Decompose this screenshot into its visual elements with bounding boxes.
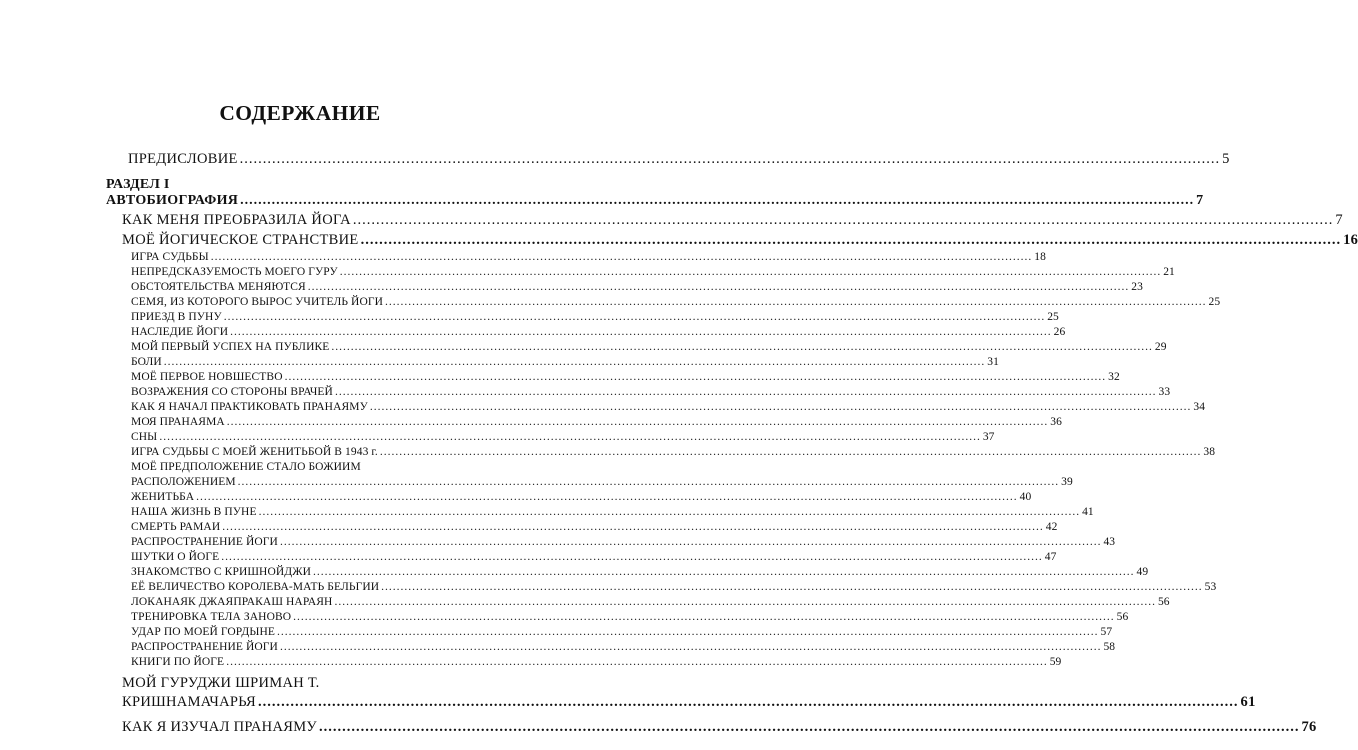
toc-entry-subsection[interactable] bbox=[131, 296, 1221, 308]
toc-entry-chapter[interactable] bbox=[122, 694, 1256, 711]
toc-entry-label: ИГРА СУДЬБЫ bbox=[131, 251, 209, 263]
dot-leader: .................................................................................................................................................................................................................... bbox=[221, 551, 1043, 563]
toc-page-number: 31 bbox=[987, 356, 999, 368]
toc-entry-subsection[interactable] bbox=[131, 401, 1206, 413]
toc-entry-chapter[interactable] bbox=[122, 232, 1358, 249]
toc-entry-subsection[interactable] bbox=[131, 416, 1062, 428]
toc-entry-subsection[interactable] bbox=[131, 611, 1129, 623]
toc-entry-label: НАСЛЕДИЕ ЙОГИ bbox=[131, 326, 229, 338]
toc-entry-subsection[interactable] bbox=[131, 656, 1062, 668]
toc-entry-subsection[interactable] bbox=[131, 446, 1216, 458]
toc-page-number: 37 bbox=[982, 431, 995, 443]
toc-entry-preface[interactable] bbox=[128, 151, 1230, 168]
toc-page-number: 42 bbox=[1045, 521, 1058, 533]
toc-entry-label: МОЯ ПРАНАЯМА bbox=[131, 416, 225, 428]
toc-entry-subsection[interactable] bbox=[131, 341, 1167, 353]
dot-leader: .................................................................................................................................................................................................................... bbox=[385, 296, 1207, 308]
toc-entry-label: ОБСТОЯТЕЛЬСТВА МЕНЯЮТСЯ bbox=[131, 281, 306, 293]
toc-entry-subsection[interactable] bbox=[131, 371, 1120, 383]
toc-entry-label: ЗНАКОМСТВО С КРИШНОЙДЖИ bbox=[131, 566, 312, 578]
toc-entry-label: КАК Я ИЗУЧАЛ ПРАНАЯМУ bbox=[122, 719, 317, 735]
toc-entry-label: КАК Я НАЧАЛ ПРАКТИКОВАТЬ ПРАНАЯМУ bbox=[131, 401, 368, 413]
toc-page-number: 61 bbox=[1240, 694, 1256, 710]
toc-page-number: 38 bbox=[1203, 446, 1216, 458]
toc-page-number: 29 bbox=[1154, 341, 1167, 353]
toc-entry-subsection[interactable] bbox=[131, 251, 1046, 263]
toc-entry-subsection[interactable] bbox=[131, 551, 1057, 563]
toc-entry-label-line1: МОЁ ПРЕДПОЛОЖЕНИЕ СТАЛО БОЖИИМ bbox=[131, 461, 361, 473]
dot-leader: .................................................................................................................................................................................................................... bbox=[226, 416, 1049, 428]
toc-page-number: 16 bbox=[1343, 232, 1358, 248]
toc-entry-label: ЕЁ ВЕЛИЧЕСТВО КОРОЛЕВА-МАТЬ БЕЛЬГИИ bbox=[131, 581, 380, 593]
page-title: СОДЕРЖАНИЕ bbox=[219, 101, 381, 125]
toc-entry-subsection[interactable] bbox=[131, 521, 1058, 533]
toc-page-number: 36 bbox=[1050, 416, 1062, 428]
dot-leader: .................................................................................................................................................................................................................... bbox=[360, 232, 1342, 248]
dot-leader: .................................................................................................................................................................................................................... bbox=[339, 266, 1162, 278]
toc-entry-label: КНИГИ ПО ЙОГЕ bbox=[131, 656, 225, 668]
toc-page-number: 76 bbox=[1301, 719, 1317, 735]
toc-page-number: 33 bbox=[1158, 386, 1171, 398]
toc-page-number: 32 bbox=[1108, 371, 1120, 383]
toc-page-number: 41 bbox=[1082, 506, 1094, 518]
toc-entry-subsection[interactable] bbox=[131, 476, 1073, 488]
dot-leader: .................................................................................................................................................................................................................... bbox=[307, 281, 1130, 293]
dot-leader: .................................................................................................................................................................................................................... bbox=[284, 371, 1107, 383]
toc-entry-label: ПРИЕЗД В ПУНУ bbox=[131, 311, 222, 323]
toc-entry-label-line1: МОЙ ГУРУДЖИ ШРИМАН Т. bbox=[122, 675, 320, 691]
dot-leader: .................................................................................................................................................................................................................... bbox=[210, 251, 1033, 263]
toc-page-number: 57 bbox=[1100, 626, 1113, 638]
toc-entry-label: НЕПРЕДСКАЗУЕМОСТЬ МОЕГО ГУРУ bbox=[131, 266, 338, 278]
toc-entry-subsection[interactable] bbox=[131, 356, 999, 368]
dot-leader: .................................................................................................................................................................................................................... bbox=[223, 311, 1046, 323]
toc-page-number: 26 bbox=[1053, 326, 1066, 338]
toc-entry-label: ТРЕНИРОВКА ТЕЛА ЗАНОВО bbox=[131, 611, 292, 623]
dot-leader: .................................................................................................................................................................................................................... bbox=[222, 521, 1044, 533]
dot-leader: .................................................................................................................................................................................................................... bbox=[334, 596, 1156, 608]
dot-leader: .................................................................................................................................................................................................................... bbox=[279, 641, 1102, 653]
toc-page-number: 25 bbox=[1047, 311, 1059, 323]
dot-leader: .................................................................................................................................................................................................................... bbox=[196, 491, 1018, 503]
toc-entry-subsection[interactable] bbox=[131, 506, 1094, 518]
toc-entry-section[interactable] bbox=[106, 193, 1204, 209]
toc-entry-chapter[interactable] bbox=[122, 719, 1317, 736]
toc-page-number: 53 bbox=[1204, 581, 1217, 593]
toc-entry-subsection[interactable] bbox=[131, 626, 1113, 638]
dot-leader: .................................................................................................................................................................................................................... bbox=[313, 566, 1135, 578]
toc-page-number: 56 bbox=[1157, 596, 1170, 608]
dot-leader: .................................................................................................................................................................................................................... bbox=[331, 341, 1153, 353]
dot-leader: .................................................................................................................................................................................................................... bbox=[352, 212, 1334, 228]
toc-entry-subsection[interactable] bbox=[131, 581, 1217, 593]
toc-entry-label: СЕМЯ, ИЗ КОТОРОГО ВЫРОС УЧИТЕЛЬ ЙОГИ bbox=[131, 296, 384, 308]
toc-entry-label: МОЙ ПЕРВЫЙ УСПЕХ НА ПУБЛИКЕ bbox=[131, 341, 330, 353]
toc-entry-subsection[interactable] bbox=[131, 266, 1175, 278]
toc-entry-subsection[interactable] bbox=[131, 491, 1032, 503]
toc-entry-label: АВТОБИОГРАФИЯ bbox=[106, 193, 239, 208]
toc-page-number: 40 bbox=[1019, 491, 1032, 503]
dot-leader: .................................................................................................................................................................................................................... bbox=[226, 656, 1048, 668]
toc-entry-chapter[interactable] bbox=[122, 212, 1343, 229]
dot-leader: .................................................................................................................................................................................................................... bbox=[163, 356, 986, 368]
dot-leader: .................................................................................................................................................................................................................... bbox=[239, 151, 1221, 167]
toc-entry-label: ЖЕНИТЬБА bbox=[131, 491, 195, 503]
toc-entry-label: ИГРА СУДЬБЫ С МОЕЙ ЖЕНИТЬБОЙ В 1943 г. bbox=[131, 446, 378, 458]
toc-page-number: 18 bbox=[1034, 251, 1046, 263]
dot-leader: .................................................................................................................................................................................................................... bbox=[279, 536, 1102, 548]
dot-leader: .................................................................................................................................................................................................................... bbox=[381, 581, 1203, 593]
section-heading: РАЗДЕЛ I bbox=[106, 177, 170, 192]
toc-entry-subsection[interactable] bbox=[131, 386, 1171, 398]
toc-entry-label: РАСПРОСТРАНЕНИЕ ЙОГИ bbox=[131, 641, 278, 653]
toc-page-number: 7 bbox=[1335, 212, 1343, 228]
dot-leader: .................................................................................................................................................................................................................... bbox=[159, 431, 981, 443]
toc-entry-subsection[interactable] bbox=[131, 281, 1143, 293]
toc-entry-label: РАСПОЛОЖЕНИЕМ bbox=[131, 476, 236, 488]
toc-entry-label: ПРЕДИСЛОВИЕ bbox=[128, 151, 238, 167]
toc-entry-label: МОЁ ПЕРВОЕ НОВШЕСТВО bbox=[131, 371, 283, 383]
toc-page-number: 58 bbox=[1103, 641, 1116, 653]
toc-page-number: 25 bbox=[1208, 296, 1221, 308]
dot-leader: .................................................................................................................................................................................................................... bbox=[293, 611, 1115, 623]
toc-entry-label: КАК МЕНЯ ПРЕОБРАЗИЛА ЙОГА bbox=[122, 212, 351, 228]
toc-page-number: 39 bbox=[1061, 476, 1073, 488]
toc-page-number: 7 bbox=[1196, 193, 1204, 208]
dot-leader: .................................................................................................................................................................................................................... bbox=[240, 193, 1195, 208]
toc-page-number: 47 bbox=[1044, 551, 1057, 563]
toc-entry-label: УДАР ПО МОЕЙ ГОРДЫНЕ bbox=[131, 626, 276, 638]
toc-page-number: 43 bbox=[1103, 536, 1116, 548]
toc-entry-subsection[interactable] bbox=[131, 326, 1066, 338]
toc-entry-label: БОЛИ bbox=[131, 356, 162, 368]
toc-entry-subsection[interactable] bbox=[131, 596, 1170, 608]
toc-entry-label: МОЁ ЙОГИЧЕСКОЕ СТРАНСТВИЕ bbox=[122, 232, 359, 248]
toc-entry-subsection[interactable] bbox=[131, 431, 995, 443]
dot-leader: .................................................................................................................................................................................................................... bbox=[237, 476, 1060, 488]
toc-page-number: 59 bbox=[1049, 656, 1062, 668]
toc-entry-subsection[interactable] bbox=[131, 566, 1149, 578]
toc-entry-subsection[interactable] bbox=[131, 641, 1116, 653]
toc-page-number: 21 bbox=[1163, 266, 1175, 278]
toc-entry-label: РАСПРОСТРАНЕНИЕ ЙОГИ bbox=[131, 536, 278, 548]
toc-entry-label: ВОЗРАЖЕНИЯ СО СТОРОНЫ ВРАЧЕЙ bbox=[131, 386, 333, 398]
toc-entry-label: СНЫ bbox=[131, 431, 158, 443]
toc-entry-label: КРИШНАМАЧАРЬЯ bbox=[122, 694, 257, 710]
toc-entry-label: НАША ЖИЗНЬ В ПУНЕ bbox=[131, 506, 257, 518]
toc-entry-label: ЛОКАНАЯК ДЖАЯПРАКАШ НАРАЯН bbox=[131, 596, 333, 608]
toc-page-number: 5 bbox=[1222, 151, 1230, 167]
dot-leader: .................................................................................................................................................................................................................... bbox=[369, 401, 1192, 413]
dot-leader: .................................................................................................................................................................................................................... bbox=[230, 326, 1052, 338]
dot-leader: .................................................................................................................................................................................................................... bbox=[379, 446, 1202, 458]
toc-page-number: 56 bbox=[1116, 611, 1129, 623]
toc-page-number: 34 bbox=[1193, 401, 1206, 413]
toc-page-number: 49 bbox=[1136, 566, 1149, 578]
toc-entry-label: ШУТКИ О ЙОГЕ bbox=[131, 551, 220, 563]
dot-leader: .................................................................................................................................................................................................................... bbox=[277, 626, 1099, 638]
dot-leader: .................................................................................................................................................................................................................... bbox=[334, 386, 1157, 398]
toc-entry-subsection[interactable] bbox=[131, 311, 1059, 323]
toc-entry-subsection[interactable] bbox=[131, 536, 1116, 548]
toc-page-number: 23 bbox=[1131, 281, 1143, 293]
toc-entry-label: СМЕРТЬ РАМАИ bbox=[131, 521, 221, 533]
dot-leader: .................................................................................................................................................................................................................... bbox=[318, 719, 1300, 735]
dot-leader: .................................................................................................................................................................................................................... bbox=[258, 694, 1239, 710]
dot-leader: .................................................................................................................................................................................................................... bbox=[258, 506, 1081, 518]
